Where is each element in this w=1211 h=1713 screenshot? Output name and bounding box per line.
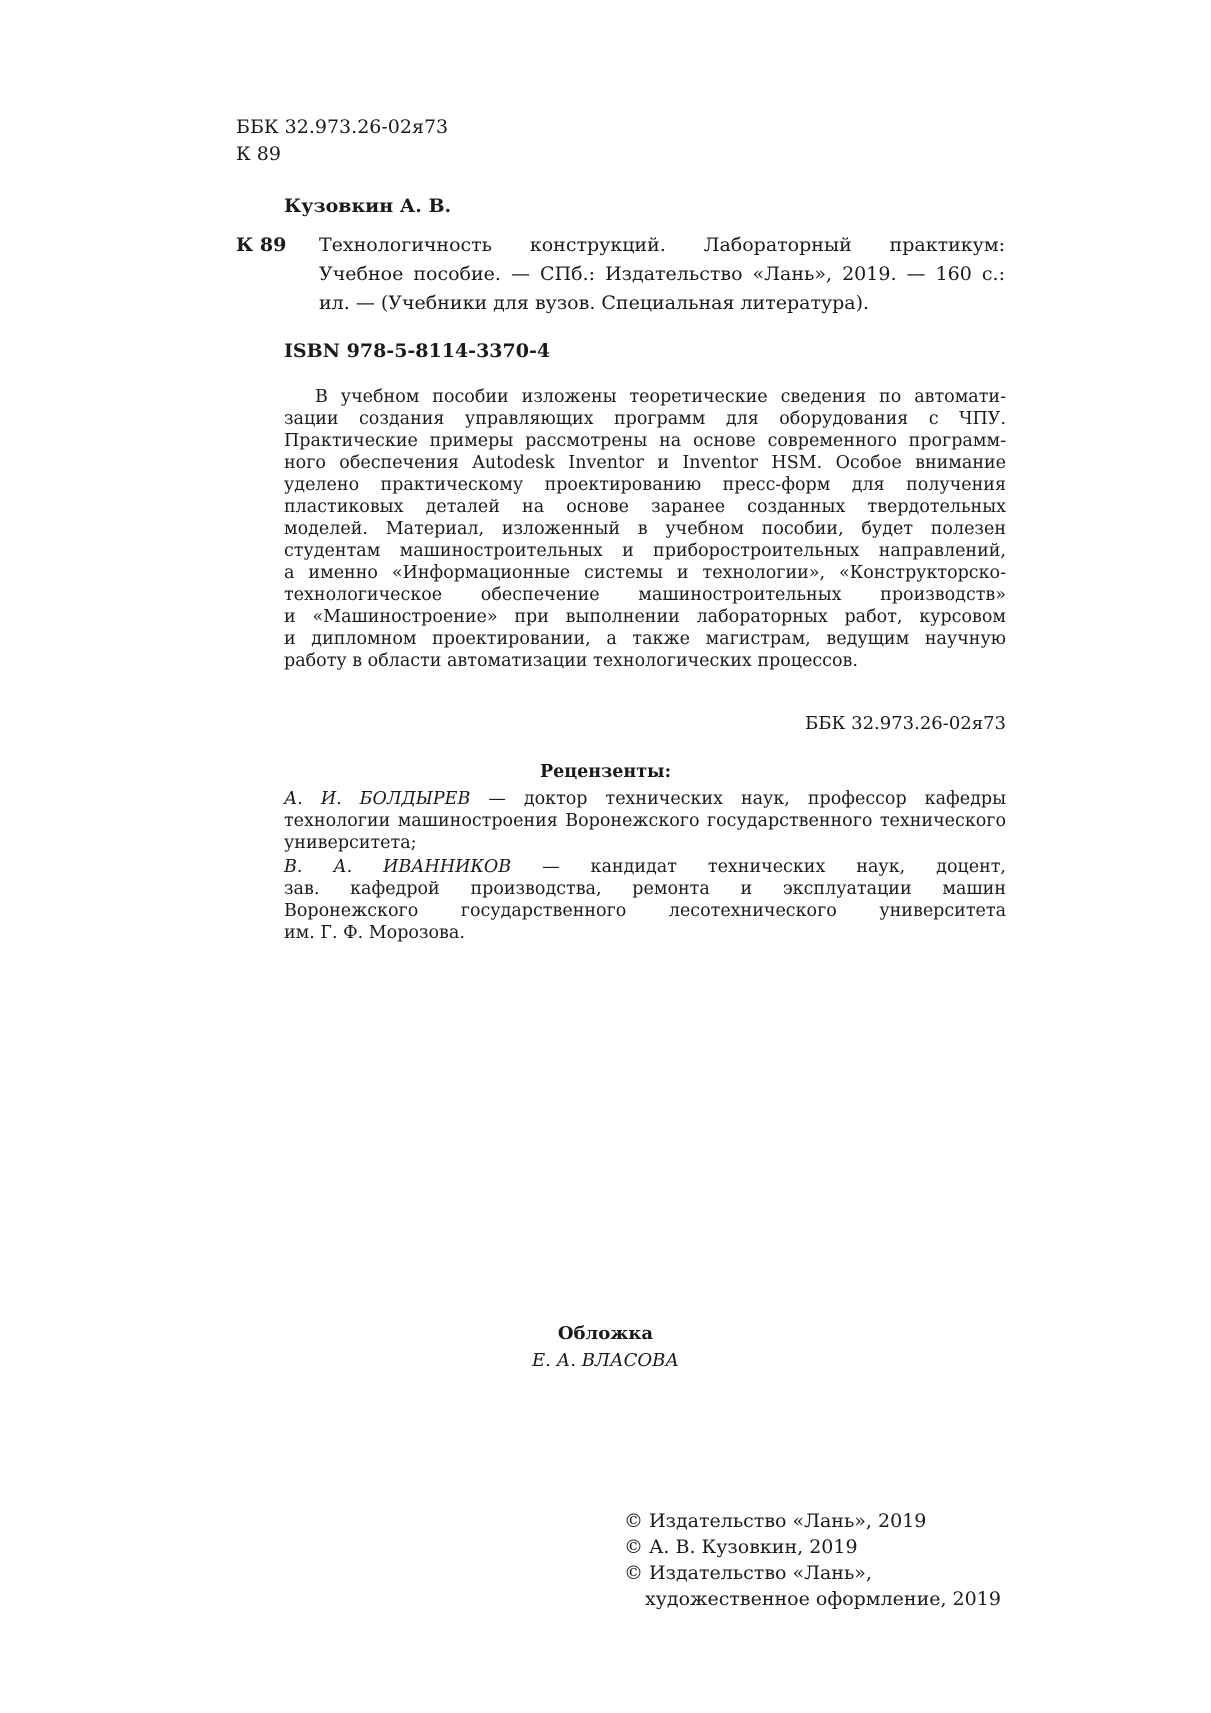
reviewer-1-title: — доктор технических наук, профессор кафедры	[470, 789, 1006, 809]
copyright-line: художественное оформление, 2019	[645, 1588, 1001, 1610]
copyright-line: © Издательство «Лань»,	[624, 1562, 872, 1584]
bbk-classification: ББК 32.973.26-02я73	[236, 116, 449, 138]
reviewer-2-title: — кандидат технических наук, доцент,	[511, 857, 1006, 877]
reviewer-1-name: А. И. БОЛДЫРЕВ	[284, 789, 471, 809]
abstract-line: работу в области автоматизации технологических процессов.	[284, 651, 858, 671]
reviewer-2-line	[284, 856, 1006, 878]
reviewer-2-affiliation: им. Г. Ф. Морозова.	[284, 923, 465, 943]
abstract-line: Практические примеры рассмотрены на основе современного программ-	[284, 431, 1006, 451]
abstract-line: В учебном пособии изложены теоретические сведения по автомати-	[315, 387, 1006, 407]
abstract-line: ного обеспечения Autodesk Inventor и Inventor HSM. Особое внимание	[284, 453, 1006, 473]
copyright-line: © Издательство «Лань», 2019	[624, 1510, 927, 1532]
reviewers-heading: Рецензенты:	[539, 762, 672, 782]
reviewer-2-affiliation: зав. кафедрой производства, ремонта и эксплуатации машин	[284, 879, 1006, 899]
reviewer-1-line	[284, 788, 1006, 810]
copyright-line: © А. В. Кузовкин, 2019	[624, 1536, 858, 1558]
abstract-line: пластиковых деталей на основе заранее созданных твердотельных	[284, 497, 1006, 517]
catalog-line: ил. — (Учебники для вузов. Специальная литература).	[319, 292, 870, 314]
reviewer-1-affiliation: технологии машиностроения Воронежского государственного технического	[284, 811, 1006, 831]
reviewer-1-affiliation: университета;	[284, 833, 417, 853]
catalog-line: Технологичность конструкций. Лабораторный практикум:	[319, 234, 1005, 256]
catalog-code: К 89	[236, 234, 287, 256]
abstract-line: и дипломном проектировании, а также магистрам, ведущим научную	[284, 629, 1006, 649]
cover-designer: Е. А. ВЛАСОВА	[532, 1350, 679, 1371]
abstract-line: технологическое обеспечение машиностроительных производств»	[284, 585, 1006, 605]
cover-heading: Обложка	[557, 1323, 654, 1344]
abstract-line: уделено практическому проектированию пресс-форм для получения	[284, 475, 1006, 495]
reviewer-2-affiliation: Воронежского государственного лесотехнического университета	[284, 901, 1006, 921]
isbn: ISBN 978-5-8114-3370-4	[284, 340, 551, 362]
abstract-line: и «Машиностроение» при выполнении лабораторных работ, курсовом	[284, 607, 1006, 627]
bbk-classification-right: ББК 32.973.26-02я73	[805, 713, 1006, 734]
abstract-line: а именно «Информационные системы и технологии», «Конструкторско-	[284, 563, 1006, 583]
abstract-line: моделей. Материал, изложенный в учебном пособии, будет полезен	[284, 519, 1006, 539]
abstract-line: студентам машиностроительных и приборостроительных направлений,	[284, 541, 1006, 561]
abstract-line: зации создания управляющих программ для оборудования с ЧПУ.	[284, 409, 1006, 429]
author-mark: К 89	[236, 143, 281, 165]
catalog-line: Учебное пособие. — СПб.: Издательство «Лань», 2019. — 160 с.:	[319, 263, 1005, 285]
author-name: Кузовкин А. В.	[284, 195, 452, 217]
reviewer-2-name: В. А. ИВАННИКОВ	[284, 857, 512, 877]
